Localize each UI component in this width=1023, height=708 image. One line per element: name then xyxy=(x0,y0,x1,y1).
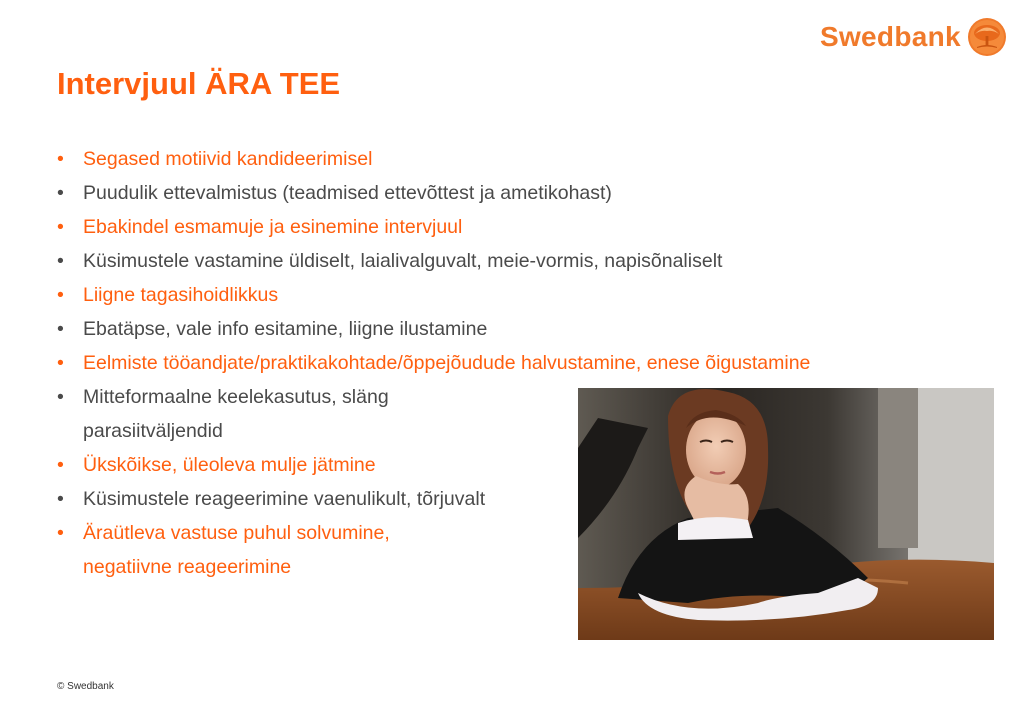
bullet-text: Eelmiste tööandjate/praktikakohtade/õppejõudude halvustamine, enese õigustamine xyxy=(83,352,811,374)
bullet-item xyxy=(57,312,810,346)
bullet-dot: • xyxy=(57,386,64,408)
bullet-dot: • xyxy=(57,182,64,204)
bullet-text: Äraütleva vastuse puhul solvumine, xyxy=(83,522,390,544)
oak-tree-icon xyxy=(967,17,1007,57)
logo-wordmark: Swedbank xyxy=(820,21,961,52)
photo-illustration xyxy=(578,388,994,640)
bullet-dot: • xyxy=(57,148,64,170)
bullet-text: Ükskõikse, üleoleva mulje jätmine xyxy=(83,454,376,476)
bullet-text-continuation: negatiivne reageerimine xyxy=(83,556,292,578)
bullet-text: Liigne tagasihoidlikkus xyxy=(83,284,279,306)
bullet-item xyxy=(57,210,810,244)
bullet-item xyxy=(57,244,810,278)
swedbank-logo xyxy=(820,14,1007,60)
slide-title: Intervjuul ÄRA TEE xyxy=(57,66,341,101)
bullet-dot: • xyxy=(57,318,64,340)
bullet-item xyxy=(57,346,810,380)
footer-copyright: © Swedbank xyxy=(57,681,114,692)
bullet-text: Küsimustele vastamine üldiselt, laialivalguvalt, meie-vormis, napisõnaliselt xyxy=(83,250,723,272)
bullet-item xyxy=(57,176,810,210)
bullet-text: Puudulik ettevalmistus (teadmised ettevõttest ja ametikohast) xyxy=(83,182,612,204)
bullet-dot: • xyxy=(57,284,64,306)
bullet-text: Küsimustele reageerimine vaenulikult, tõrjuvalt xyxy=(83,488,486,510)
bullet-dot: • xyxy=(57,216,64,238)
bullet-text: Segased motiivid kandideerimisel xyxy=(83,148,373,170)
bullet-text: Ebakindel esmamuje ja esinemine intervjuul xyxy=(83,216,463,238)
bullet-text: Ebatäpse, vale info esitamine, liigne ilustamine xyxy=(83,318,488,340)
bullet-item xyxy=(57,278,810,312)
bullet-text: Mitteformaalne keelekasutus, släng xyxy=(83,386,389,408)
bullet-item xyxy=(57,142,810,176)
bullet-dot: • xyxy=(57,522,64,544)
woman-bored-at-table-photo xyxy=(578,388,994,640)
bullet-dot: • xyxy=(57,352,64,374)
bullet-text-continuation: parasiitväljendid xyxy=(83,420,223,442)
bullet-dot: • xyxy=(57,250,64,272)
bullet-dot: • xyxy=(57,488,64,510)
bullet-dot: • xyxy=(57,454,64,476)
